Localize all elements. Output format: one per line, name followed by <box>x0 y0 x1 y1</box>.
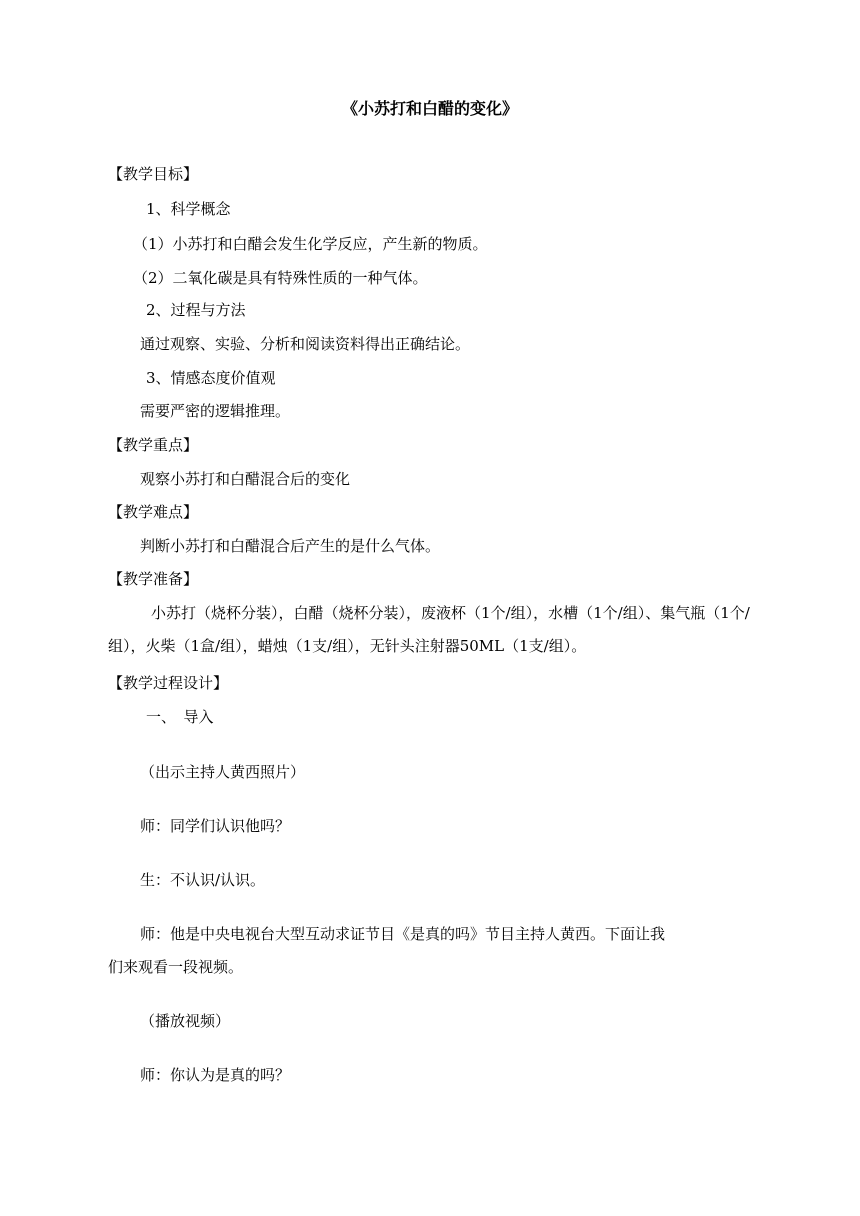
objective-1-title: 1、科学概念 <box>146 200 231 218</box>
paragraph-show-photo: （出示主持人黄西照片） <box>140 763 306 781</box>
objective-3-text: 需要严密的逻辑推理。 <box>140 402 291 420</box>
objective-2-text: 通过观察、实验、分析和阅读资料得出正确结论。 <box>140 335 471 353</box>
objective-3-title: 3、情感态度价值观 <box>146 369 276 387</box>
objectives-heading: 【教学目标】 <box>108 165 199 183</box>
process-heading: 【教学过程设计】 <box>108 674 229 692</box>
paragraph-teacher-intro-line1: 师：他是中央电视台大型互动求证节目《是真的吗》节目主持人黄西。下面让我 <box>140 925 666 943</box>
document-title: 《小苏打和白醋的变化》 <box>341 99 518 118</box>
objective-2-title: 2、过程与方法 <box>146 301 246 319</box>
key-points-heading: 【教学重点】 <box>108 436 199 454</box>
objective-1b-text: （2）二氧化碳是具有特殊性质的一种气体。 <box>133 269 428 287</box>
objective-1a-text: （1）小苏打和白醋会发生化学反应，产生新的物质。 <box>133 235 488 253</box>
step-1-title: 一、 导入 <box>146 708 214 726</box>
key-points-text: 观察小苏打和白醋混合后的变化 <box>140 470 351 488</box>
preparation-heading: 【教学准备】 <box>108 570 199 588</box>
paragraph-teacher-ask-true: 师：你认为是真的吗？ <box>140 1066 291 1084</box>
preparation-text: 小苏打（烧杯分装），白醋（烧杯分装），废液杯（1个/组），水槽（1个/组）、集气瓶（1个/组），火柴（1盒/组），蜡烛（1支/组），无针头注射器50ML（1支/组）。 <box>108 604 750 655</box>
paragraph-teacher-question: 师：同学们认识他吗？ <box>140 817 291 835</box>
paragraph-student-answer: 生：不认识/认识。 <box>140 871 266 889</box>
difficulty-heading: 【教学难点】 <box>108 503 199 521</box>
paragraph-teacher-intro-line2: 们来观看一段视频。 <box>108 958 244 976</box>
difficulty-text: 判断小苏打和白醋混合后产生的是什么气体。 <box>140 537 441 555</box>
paragraph-play-video: （播放视频） <box>140 1012 231 1030</box>
